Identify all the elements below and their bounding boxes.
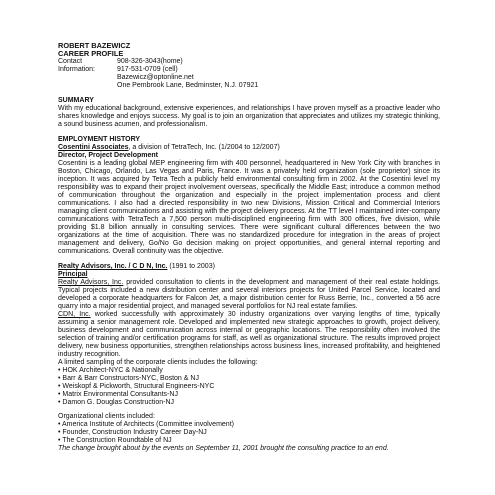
realty-link: Realty Advisors, Inc. bbox=[58, 279, 124, 287]
company-name-realty: Realty Advisors, Inc. / C D N, Inc. bbox=[58, 263, 168, 271]
job-role-cosentini: Director, Project Development bbox=[58, 152, 158, 160]
list-item: • Founder, Construction Industry Career Day-NJ bbox=[58, 429, 440, 437]
company-detail-cosentini: , a division of TetraTech, Inc. (1/2004 to 12/2007) bbox=[128, 144, 280, 152]
clients-list bbox=[58, 367, 440, 407]
resume-page bbox=[58, 42, 440, 453]
document-subtitle: CAREER PROFILE bbox=[58, 49, 124, 59]
cdn-paragraph bbox=[58, 311, 440, 359]
job-entry-realty bbox=[58, 263, 440, 453]
summary-text: With my educational background, extensive experiences, and relationships I have proven myself as a proactive leader who shares knowledge and enjoys success. My goal is to join an organization that appreciates and utilizes my strategic thinking, a sound business acumen, and professionalism. bbox=[58, 105, 440, 129]
realty-paragraph-text: provided consultation to clients in the development and management of their real estate holdings. Typical projects included a new distribution center and several interiors projects for United Parcel Service, located and developed a corporate headquarters for Falcon Jet, a major distribution center for Russ Berrie, Inc., converted a 56 acre quarry into a major residential project, and managed several portfolios for NJ real estate families. bbox=[58, 279, 440, 311]
cdn-paragraph-text: worked successfully with approximately 30 industry organizations over varying lengths of time, typically assuming a senior management role. Developed and implemented new strategic approaches to growth, project delivery, business development and communication across internal or geographic locations. The responsibility often involved the selection of training and/or certification programs for staff, as well as organizational structure. The results improved project delivery, new business opportunities, strengthen relationships across business lines, increased profitability, and heightened industry recognition. bbox=[58, 311, 440, 359]
summary-heading: SUMMARY bbox=[58, 97, 94, 105]
realty-paragraph bbox=[58, 279, 440, 311]
employment-heading: EMPLOYMENT HISTORY bbox=[58, 136, 141, 144]
list-item: • Barr & Barr Constructors-NYC, Boston & NJ bbox=[58, 375, 440, 383]
closing-note: The change brought about by the events on September 11, 2001 brought the consulting practice to an end. bbox=[58, 445, 389, 453]
list-item: • Weiskopf & Pickworth, Structural Engineers-NYC bbox=[58, 383, 440, 391]
list-item: • HOK Architect-NYC & Nationally bbox=[58, 367, 440, 375]
contact-email: Bazewicz@optonline.net bbox=[117, 74, 194, 82]
candidate-name: ROBERT BAZEWICZ bbox=[58, 41, 131, 50]
company-detail-realty: (1991 to 2003) bbox=[167, 263, 215, 271]
contact-cell-phone: 917-531-0709 (cell) bbox=[117, 66, 178, 74]
job-description-cosentini: Cosentini is a leading global MEP engineering firm with 400 personnel, headquartered in New York City with branches in Boston, Chicago, Orlando, Las Vegas and Paris, France. It was a privately held organization (sole proprietor) since its inception. It was acquired by Tetra Tech a publicly held environmental consulting firm in 2002. At the Cosentini level my responsibility was to expand their project involvement overseas, specifically the Middle East; introduce a common method of communication throughout the organization and especially in the project implementation process and client communications. I also had a directed responsibility in two new Divisions, Mission Critical and Commercial Interiors managing client communications and assisting with the project delivery process. At the TT level I maintained inter-company communications with TetraTech a 7,500 person multi-disciplined engineering firm with 300 offices, five division, while providing $1.8 billion annually in consulting services. There were significant cultural differences between the two organizations at the time of acquisition. There was no standardized procedure for integration in the areas of project management and delivery, Go/No Go decision making on project opportunities, and general internal reporting and communications. Overall continuity was the objective. bbox=[58, 160, 440, 256]
job-entry-cosentini bbox=[58, 144, 440, 256]
contact-home-phone: 908-326-3043(home) bbox=[117, 58, 183, 66]
list-item: • Damon G. Douglas Construction-NJ bbox=[58, 399, 440, 407]
contact-block bbox=[58, 58, 440, 90]
orgs-list bbox=[58, 421, 440, 445]
contact-address: One Pembrook Lane, Bedminster, N.J. 07921 bbox=[117, 82, 259, 90]
list-item: • America Institute of Architects (Committee involvement) bbox=[58, 421, 440, 429]
job-role-realty: Principal bbox=[58, 271, 88, 279]
orgs-intro: Organizational clients included: bbox=[58, 413, 155, 421]
company-name-cosentini: Cosentini Associates bbox=[58, 144, 129, 152]
list-item: • Matrix Environmental Consultants-NJ bbox=[58, 391, 440, 399]
cdn-link: CDN, Inc. bbox=[58, 311, 91, 319]
contact-label: Contact Information: bbox=[58, 58, 95, 74]
clients-intro: A limited sampling of the corporate clients includes the following: bbox=[58, 359, 258, 367]
list-item: • The Construction Roundtable of NJ bbox=[58, 437, 440, 445]
